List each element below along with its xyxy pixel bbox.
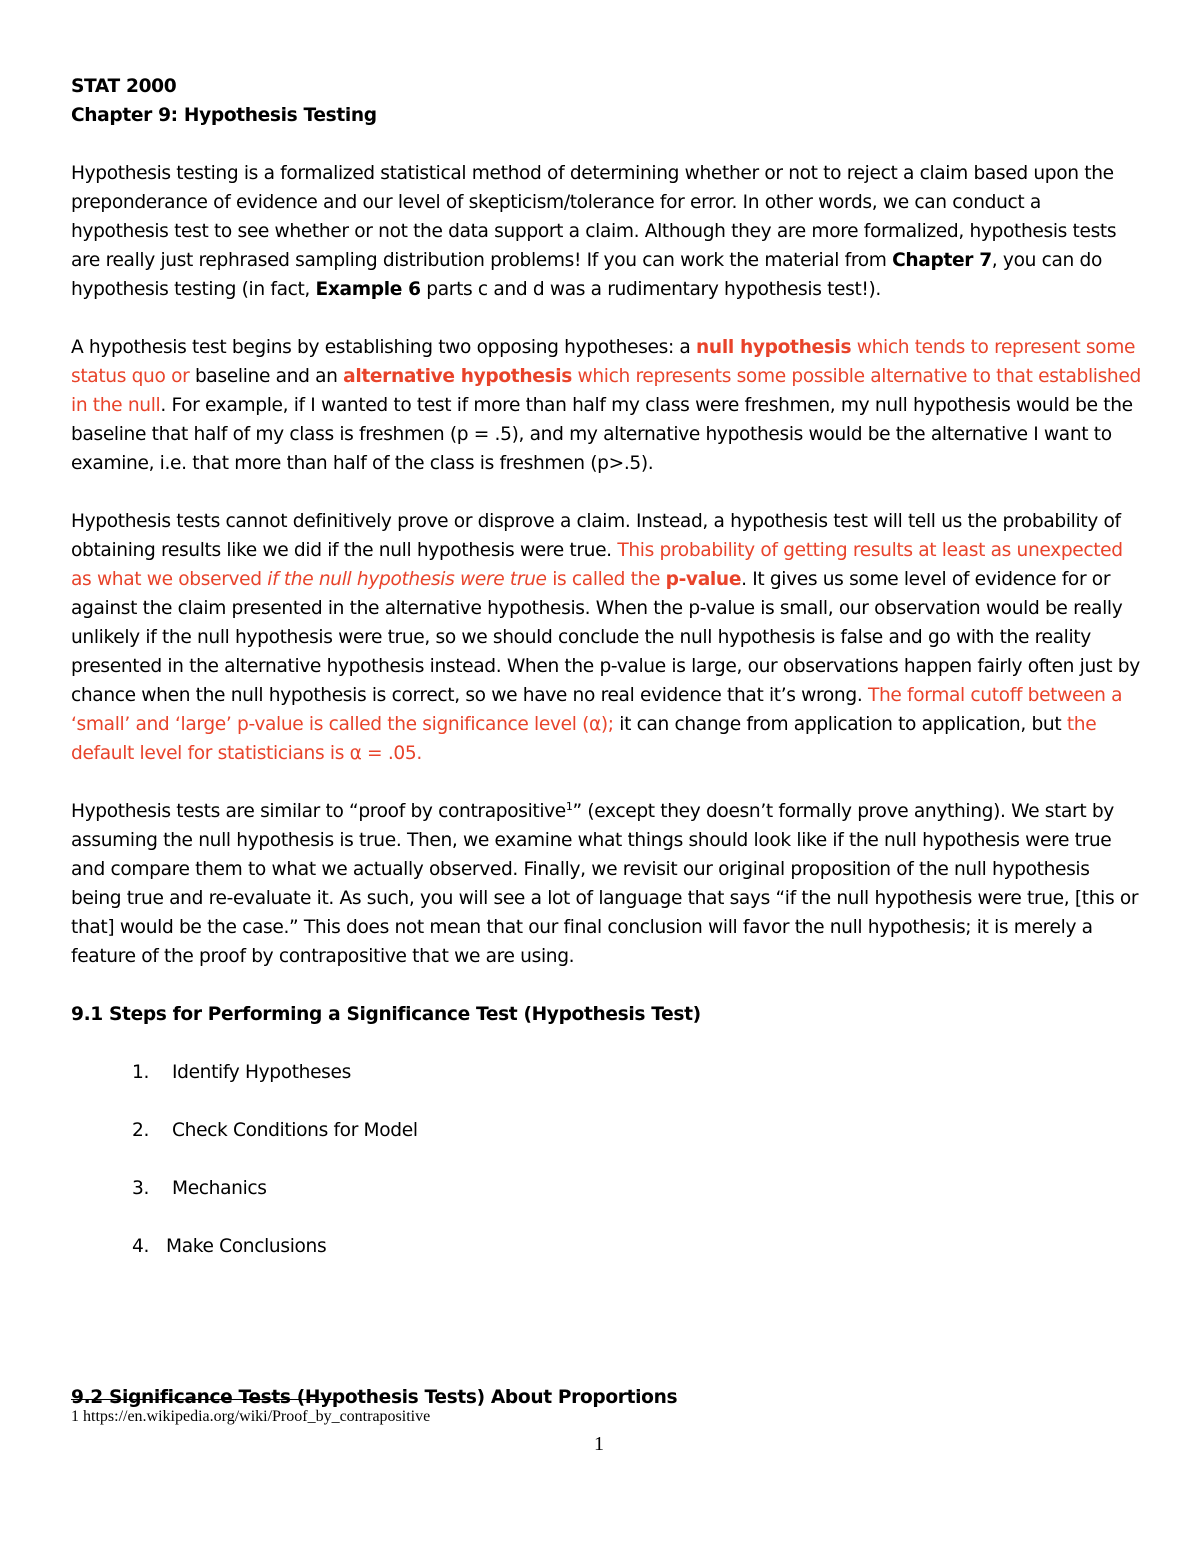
list-item	[71, 1232, 1141, 1261]
steps-list	[71, 1058, 1141, 1261]
null-hypothesis-term: null hypothesis	[696, 337, 852, 358]
cp-text-2: ” (except they doesn’t formally prove anything). We start by assuming the null hypothesis is true. Then, we examine what things should look like if the null hypothesis were true and compare them to what we actually observed. Finally, we revisit our original proposition of the null hypothesis being true and re-evaluate it. As such, you will see a lot of language that says “if the null hypothesis were true, [this or that] would be the case.” This does not mean that our final conclusion will favor the null hypothesis; it is merely a feature of the proof by contrapositive that we are using.	[71, 801, 1139, 967]
footnote-divider	[71, 1399, 336, 1400]
section-9-1-heading: 9.1 Steps for Performing a Significance Test (Hypothesis Test)	[71, 1004, 701, 1025]
example-6-ref: Example 6	[315, 279, 421, 300]
list-item	[71, 1116, 1141, 1145]
cp-text-1: Hypothesis tests are similar to “proof by contrapositive	[71, 801, 566, 822]
step-number: 3.	[132, 1178, 150, 1199]
list-item	[71, 1058, 1141, 1087]
intro-text-3: parts c and d was a rudimentary hypothesis test!).	[420, 279, 881, 300]
significance-level-def: The formal cutoff between a ‘small’ and ‘large’ p-value is called the significance level (α);	[71, 685, 1123, 735]
hyp-text-2: baseline and an	[189, 366, 344, 387]
pvalue-paragraph	[71, 507, 1141, 768]
alternative-hypothesis-desc: which represents some possible alternative to that established in the null	[71, 366, 1141, 416]
step-number: 1.	[132, 1062, 150, 1083]
intro-text-1: Hypothesis testing is a formalized statistical method of determining whether or not to reject a claim based upon the preponderance of evidence and our level of skepticism/tolerance for error. In other words, we can conduct a hypothesis test to see whether or not the data support a claim. Although they are more formalized, hypothesis tests are really just rephrased sampling distribution problems! If you can work the material from	[71, 163, 1117, 271]
step-number: 2.	[132, 1120, 150, 1141]
contrapositive-paragraph	[71, 797, 1141, 971]
alternative-hypothesis-term: alternative hypothesis	[343, 366, 572, 387]
pv-def-1: This probability of getting results at least as unexpected as what we observed	[71, 540, 1123, 590]
step-label: Mechanics	[172, 1178, 267, 1199]
hyp-text-3: . For example, if I wanted to test if more than half my class were freshmen, my null hypothesis would be the baseline that half of my class is freshmen (p = .5), and my alternative hypothesis would be the alternative I want to examine, i.e. that more than half of the class is freshmen (p>.5).	[71, 395, 1133, 474]
step-label: Identify Hypotheses	[172, 1062, 351, 1083]
chapter-7-ref: Chapter 7	[892, 250, 992, 271]
pv-def-2: is called the	[546, 569, 666, 590]
hyp-text-1: A hypothesis test begins by establishing two opposing hypotheses: a	[71, 337, 697, 358]
step-number: 4.	[132, 1236, 150, 1257]
footnote: 1 https://en.wikipedia.org/wiki/Proof_by_contrapositive	[71, 1408, 431, 1425]
pv-text-2: . It gives us some level of evidence for or against the claim presented in the alternative hypothesis. When the p-value is small, our observation would be really unlikely if the null hypothesis were true, so we should conclude the null hypothesis is false and go with the reality presented in the alternative hypothesis instead. When the p-value is large, our observations happen fairly often just by chance when the null hypothesis is correct, so we have no real evidence that it’s wrong.	[71, 569, 1140, 706]
default-alpha: the default level for statisticians is α = .05.	[71, 714, 1097, 764]
page-content	[71, 72, 1141, 1290]
chapter-title: Chapter 9: Hypothesis Testing	[71, 105, 377, 126]
course-title: STAT 2000	[71, 76, 177, 97]
page-number: 1	[594, 1433, 604, 1455]
intro-text-2: , you can do hypothesis testing (in fact,	[71, 250, 1102, 300]
pv-text-3: it can change from application to application, but	[613, 714, 1067, 735]
pv-def-italic: if the null hypothesis were true	[267, 569, 547, 590]
hypotheses-paragraph	[71, 333, 1141, 478]
intro-paragraph	[71, 159, 1141, 304]
pv-text-1: Hypothesis tests cannot definitively prove or disprove a claim. Instead, a hypothesis test will tell us the probability of obtaining results like we did if the null hypothesis were true.	[71, 511, 1121, 561]
null-hypothesis-desc: which tends to represent some status quo or	[71, 337, 1136, 387]
list-item	[71, 1174, 1141, 1203]
section-9-2-heading: 9.2 Significance Tests (Hypothesis Tests) About Proportions	[71, 1386, 678, 1408]
step-label: Check Conditions for Model	[172, 1120, 418, 1141]
step-label: Make Conclusions	[166, 1236, 327, 1257]
footnote-ref: 1	[565, 799, 573, 813]
pvalue-term: p-value	[665, 569, 742, 590]
